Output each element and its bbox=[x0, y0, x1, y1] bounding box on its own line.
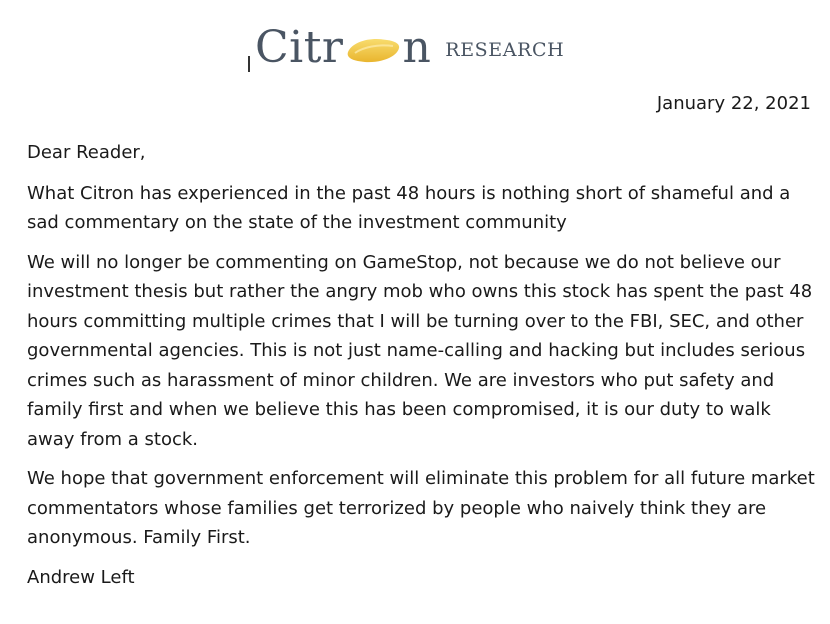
paragraph-1: What Citron has experienced in the past 48 hours is nothing short of shameful and a sad commentary on the state of the investment community bbox=[27, 182, 791, 233]
letter-body bbox=[27, 138, 817, 602]
cursor-mark bbox=[248, 56, 250, 72]
citron-research-logo bbox=[255, 12, 564, 72]
letter-date: January 22, 2021 bbox=[656, 93, 811, 114]
paragraph-2: We will no longer be commenting on GameStop, not because we do not believe our investment thesis but rather the angry mob who owns this stock has spent the past 48 hours committing multiple crimes that I will be turning over to the FBI, SEC, and other governmental agencies. This is not just name-calling and hacking but includes serious crimes such as harassment of minor children. We are investors who put safety and family first and when we believe this has been compromised, it is our duty to walk away from a stock. bbox=[27, 251, 813, 450]
logo-wordmark bbox=[255, 24, 431, 72]
logo-subtitle: RESEARCH bbox=[445, 39, 565, 61]
paragraph-3: We hope that government enforcement will eliminate this problem for all future market commentators whose families get terrorized by people who naively think they are anonymous. Family First. bbox=[27, 468, 815, 548]
logo-text-citr: Citr bbox=[255, 22, 344, 73]
signature: Andrew Left bbox=[27, 566, 135, 588]
greeting: Dear Reader, bbox=[27, 142, 146, 163]
lemon-icon bbox=[345, 35, 401, 65]
logo-text-n: n bbox=[402, 22, 432, 73]
